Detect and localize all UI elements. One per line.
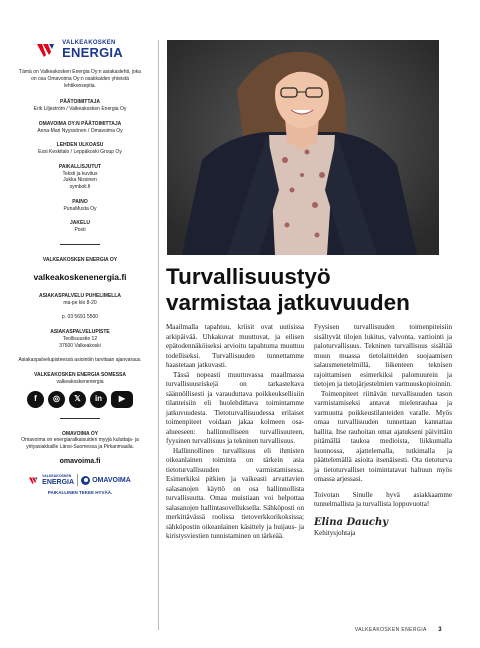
omavoima-logo bbox=[81, 476, 131, 485]
article-paragraph: Fyysisen turvallisuuden toimenpiteisiin sisältyvät tilojen lukitus, valvonta, vartiointi ja paloturvallisuus. Tekninen turvallisuus sisältää muun muassa tietolaitteiden suojaamisen salausmenetelmillä, liikenteen teknisen rajoittamisen esimerkiksi palomuurein ja tietojen ja tietojärjestelmien varmuuskopioinnin. bbox=[314, 323, 452, 388]
article-title-line-2: varmistaa jatkuvuuden bbox=[166, 289, 410, 315]
page-footer bbox=[355, 627, 442, 633]
linkedin-icon[interactable]: in bbox=[90, 391, 107, 408]
credit-block bbox=[10, 99, 150, 113]
column-divider bbox=[158, 40, 159, 630]
contact-line: Asiakaspalvelupisteessä asiointiin tarvitaan ajanvaraus. bbox=[18, 357, 142, 364]
omavoima-website-link[interactable]: omavoima.fi bbox=[59, 457, 101, 465]
credit-block bbox=[10, 164, 150, 191]
page-number: 3 bbox=[438, 627, 442, 633]
logo-text-big: ENERGIA bbox=[42, 478, 75, 486]
facebook-icon[interactable]: f bbox=[27, 391, 44, 408]
credit-line: Essi Keskitalo / Leppäkoski Group Oy bbox=[38, 149, 122, 155]
contact-line: ma-pe klo 8-20 bbox=[63, 299, 97, 306]
social-handle: valkeakoskenenergia bbox=[56, 378, 104, 385]
credits-list bbox=[10, 99, 150, 234]
omavoima-mark-icon bbox=[81, 476, 90, 485]
credit-line: Anna-Mari Nyyssönen / Omavoima Oy bbox=[37, 127, 123, 134]
social-icons bbox=[10, 391, 150, 408]
contact-line: p. 03 5691 5500 bbox=[61, 314, 99, 321]
masthead-sidebar bbox=[10, 40, 150, 496]
article-paragraph: Tässä nopeasti muuttuvassa maailmassa turvallisuusriskejä on tarkasteltava säännöllisesti ja varauduttava poikkeuksellisiin tilanteisiin eli huolehdittava toimintamme jatkuvuudesta. Tietoturvallisuudessa erilaiset toimenpiteet voidaan jakaa kolmeen osa-alueeseen: hallinnolliseen turvallisuuteen, fyysinen turvallisuus ja tekninen turvallisuus. bbox=[166, 370, 304, 445]
signature: Elina Dauchy bbox=[314, 516, 389, 528]
contact-line: Teollisuustie 12 bbox=[62, 335, 98, 342]
credit-block bbox=[10, 220, 150, 234]
contact-block bbox=[10, 293, 150, 307]
credit-line: Jukka Nissinen bbox=[63, 177, 97, 184]
credit-line: Erik Liljeström / Valkeakosken Energia Oy bbox=[33, 106, 127, 112]
valkeakosken-energia-logo bbox=[10, 40, 150, 59]
divider bbox=[60, 418, 100, 419]
article-column-2 bbox=[314, 323, 452, 538]
contact-heading: ASIAKASPALVELUPISTE bbox=[50, 329, 110, 336]
portrait-image bbox=[167, 40, 439, 255]
credit-line: PunaMusta Oy bbox=[63, 205, 97, 212]
logo-mark-icon bbox=[37, 42, 59, 58]
valkeakosken-energia-small-logo bbox=[29, 475, 74, 486]
divider bbox=[60, 244, 100, 245]
contact-block bbox=[10, 329, 150, 349]
credit-block bbox=[10, 142, 150, 156]
contact-block bbox=[10, 357, 150, 364]
article-column-1 bbox=[166, 323, 304, 542]
intro-text: Tämä on Valkeakosken Energia Oy:n asiakaslehti, joka on osa Omavoima Oy:n osakkaiden yhteistä lehtikonseptia. bbox=[19, 69, 141, 89]
author-role: Kehitysjohtaja bbox=[314, 528, 356, 537]
contact-heading: ASIAKASPALVELU PUHELIMELLA bbox=[38, 292, 122, 299]
contact-line: 37600 Valkeakoski bbox=[59, 342, 101, 349]
social-heading: VALKEAKOSKEN ENERGIA SOMESSA bbox=[34, 372, 126, 379]
credit-heading: JAKELU bbox=[69, 220, 90, 227]
author-portrait bbox=[167, 40, 439, 255]
youtube-icon[interactable]: ▶ bbox=[111, 391, 133, 408]
x-icon[interactable]: 𝕏 bbox=[69, 391, 86, 408]
credit-block bbox=[10, 199, 150, 213]
article-paragraph: Toivotan Sinulle hyvä asiakkaamme tunnelmallista ja turvallista loppuvuotta! bbox=[314, 490, 452, 508]
partner-logos bbox=[10, 474, 150, 486]
omavoima-heading: OMAVOIMA OY bbox=[61, 430, 99, 437]
credit-line: Posti bbox=[74, 227, 86, 233]
article-title bbox=[166, 264, 456, 316]
credit-block bbox=[10, 121, 150, 135]
logo-separator bbox=[77, 474, 78, 486]
credit-heading: OMAVOIMA OY:N PÄÄTOIMITTAJA bbox=[38, 120, 122, 127]
article-paragraph: Hallinnollinen turvallisuus eli ihmisten oikeanlainen toiminta on tärkein asia tietoturvallisuuden varmistamisessa. Esimerkiksi pitkien ja vaikeasti arvattavien salasanojen käyttö on osa hallinnollista turvallisuutta. Omaa muistiaan voi helpottaa salasanojen hallintasovelluksella. Sähköposti on merkittävässä roolissa tietoverkkorikoksissa; sähköpostin oikeanlainen käsittely ja huijaus- ja kiristysviestien tunnistaminen on tärkeää. bbox=[166, 446, 304, 540]
credit-heading: LEHDEN ULKOASU bbox=[56, 142, 104, 149]
instagram-icon[interactable]: ◎ bbox=[48, 391, 65, 408]
credit-heading: PAINO bbox=[72, 198, 88, 205]
website-link[interactable]: valkeakoskenenergia.fi bbox=[33, 271, 127, 282]
article-paragraph: Maailmalla tapahtuu, kriisit ovat uutisissa arkipäivää. Uhkakuvat muuttuvat, ja eilisen epätodennäköiseksi arvioitu tapahtuma muuttuu todelliseksi. Turvallisuuden tunnettamme haastetaan jatkuvasti. bbox=[166, 323, 304, 369]
credit-line: Teksti ja kuvitus bbox=[62, 170, 98, 177]
logo-text-small: VALKEAKOSKEN bbox=[62, 40, 116, 46]
omavoima-description: Omavoima on energiaratkaisuiden myyjä kuluttaja- ja yrityasiakkaille Länsi-Suomessa ja Pirkanmaalla. bbox=[21, 437, 139, 451]
footer-publication: VALKEAKOSKEN ENERGIA bbox=[354, 627, 427, 633]
omavoima-logo-text: OMAVOIMA bbox=[92, 476, 131, 484]
credit-line: symboli.fi bbox=[69, 184, 91, 190]
contact-block bbox=[10, 314, 150, 321]
article-paragraph: Toimenpiteet riittävän turvallisuuden tason varmistamiseksi antavat mielenrauhaa ja varmuutta poikkeustilanteiden varalle. Myös omaa turvallisuuden tunnettaan kannattaa hallita. Itse rauhoitan omat ajatukseni päivittäin pitämällä taukoa medioista, liikkumalla luonnossa, ajattelemalla, tutkimalla ja päättelemällä asioita itsenäisesti. Ota tietoturva ja tietoturvalliset toimintatavat haltuun myös omassa arjessasi. bbox=[314, 389, 452, 483]
logo-text-small: VALKEAKOSKEN bbox=[42, 474, 72, 479]
credit-heading: PAIKALLISJUTUT bbox=[58, 163, 102, 170]
logo-text-big: ENERGIA bbox=[62, 45, 123, 60]
article-title-line-1: Turvallisuustyö bbox=[166, 264, 331, 289]
tagline: PAIKALLINEN TEKEE HYVÄÄ. bbox=[47, 490, 113, 496]
logo-mark-icon bbox=[29, 476, 40, 485]
company-name: VALKEAKOSKEN ENERGIA OY bbox=[42, 256, 118, 263]
contact-list bbox=[10, 293, 150, 364]
credit-heading: PÄÄTOIMITTAJA bbox=[59, 99, 101, 106]
